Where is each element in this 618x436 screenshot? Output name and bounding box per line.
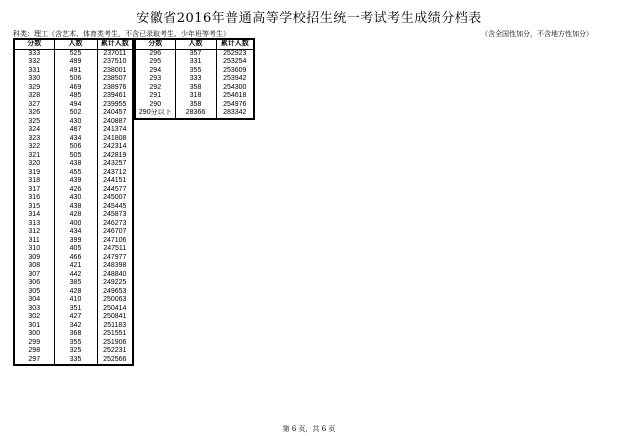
score-cell: 294 (135, 67, 175, 76)
score-cell: 295 (135, 58, 175, 67)
count-cell: 410 (54, 296, 97, 305)
count-cell: 499 (54, 58, 97, 67)
table-row (14, 211, 133, 220)
count-cell: 442 (54, 271, 97, 280)
count-cell: 342 (54, 322, 97, 331)
count-cell: 469 (54, 84, 97, 93)
cumulative-cell: 249653 (97, 288, 133, 297)
table-row (14, 220, 133, 229)
table-row (14, 160, 133, 169)
table-row (14, 347, 133, 356)
table-row (14, 152, 133, 161)
count-cell: 506 (54, 75, 97, 84)
table-row (14, 143, 133, 152)
count-cell: 434 (54, 135, 97, 144)
score-cell: 323 (14, 135, 54, 144)
score-cell: 324 (14, 126, 54, 135)
count-cell: 487 (54, 126, 97, 135)
count-cell: 430 (54, 194, 97, 203)
score-cell: 333 (14, 49, 54, 58)
cumulative-cell: 239955 (97, 101, 133, 110)
column-header: 分数 (135, 39, 175, 49)
table-row (14, 177, 133, 186)
table-row (14, 101, 133, 110)
count-cell: 506 (54, 143, 97, 152)
table-row (14, 313, 133, 322)
column-header: 人数 (175, 39, 216, 49)
table-row (14, 186, 133, 195)
subject-label: 科类：理工（含艺术、体育类考生，不含已录取考生、少年班等考生） (13, 30, 230, 38)
score-cell: 290分以下 (135, 109, 175, 119)
score-cell: 300 (14, 330, 54, 339)
cumulative-cell: 244577 (97, 186, 133, 195)
score-cell: 327 (14, 101, 54, 110)
table-row (135, 75, 254, 84)
cumulative-cell: 249225 (97, 279, 133, 288)
count-cell: 333 (175, 75, 216, 84)
page-footer: 第 6 页，共 6 页 (282, 425, 336, 433)
count-cell: 438 (54, 203, 97, 212)
bonus-note: （含全国性加分，不含地方性加分） (481, 30, 593, 38)
score-cell: 306 (14, 279, 54, 288)
table-row (135, 109, 254, 119)
count-cell: 439 (54, 177, 97, 186)
cumulative-cell: 240457 (97, 109, 133, 118)
score-cell: 310 (14, 245, 54, 254)
score-cell: 307 (14, 271, 54, 280)
score-cell: 303 (14, 305, 54, 314)
cumulative-cell: 238001 (97, 67, 133, 76)
table-row (14, 228, 133, 237)
count-cell: 427 (54, 313, 97, 322)
score-cell: 312 (14, 228, 54, 237)
count-cell: 28366 (175, 109, 216, 119)
table-row (14, 203, 133, 212)
table-row (135, 58, 254, 67)
cumulative-cell: 252231 (97, 347, 133, 356)
score-cell: 316 (14, 194, 54, 203)
count-cell: 357 (175, 49, 216, 58)
cumulative-cell: 251906 (97, 339, 133, 348)
cumulative-cell: 252566 (97, 356, 133, 366)
cumulative-cell: 238976 (97, 84, 133, 93)
score-cell: 318 (14, 177, 54, 186)
cumulative-cell: 242819 (97, 152, 133, 161)
count-cell: 491 (54, 67, 97, 76)
score-cell: 331 (14, 67, 54, 76)
table-row (14, 237, 133, 246)
cumulative-cell: 283342 (216, 109, 254, 119)
count-cell: 421 (54, 262, 97, 271)
score-cell: 313 (14, 220, 54, 229)
table-row (14, 169, 133, 178)
count-cell: 400 (54, 220, 97, 229)
table-row (14, 67, 133, 76)
cumulative-cell: 239461 (97, 92, 133, 101)
score-cell: 296 (135, 49, 175, 58)
count-cell: 405 (54, 245, 97, 254)
header-row (14, 39, 133, 49)
cumulative-cell: 245445 (97, 203, 133, 212)
count-cell: 466 (54, 254, 97, 263)
cumulative-cell: 241374 (97, 126, 133, 135)
score-cell: 308 (14, 262, 54, 271)
count-cell: 430 (54, 118, 97, 127)
count-cell: 502 (54, 109, 97, 118)
cumulative-cell: 246707 (97, 228, 133, 237)
score-cell: 332 (14, 58, 54, 67)
score-cell: 298 (14, 347, 54, 356)
table-row (14, 330, 133, 339)
cumulative-cell: 242314 (97, 143, 133, 152)
count-cell: 494 (54, 101, 97, 110)
score-cell: 330 (14, 75, 54, 84)
table-row (14, 49, 133, 58)
cumulative-cell: 248840 (97, 271, 133, 280)
score-cell: 319 (14, 169, 54, 178)
cumulative-cell: 247106 (97, 237, 133, 246)
score-cell: 328 (14, 92, 54, 101)
cumulative-cell: 254618 (216, 92, 254, 101)
count-cell: 368 (54, 330, 97, 339)
cumulative-cell: 250414 (97, 305, 133, 314)
score-cell: 315 (14, 203, 54, 212)
table-row (14, 322, 133, 331)
cumulative-cell: 245007 (97, 194, 133, 203)
score-cell: 325 (14, 118, 54, 127)
cumulative-cell: 247977 (97, 254, 133, 263)
cumulative-cell: 253942 (216, 75, 254, 84)
score-cell: 291 (135, 92, 175, 101)
cumulative-cell: 246273 (97, 220, 133, 229)
cumulative-cell: 254976 (216, 101, 254, 110)
count-cell: 426 (54, 186, 97, 195)
table-row (14, 356, 133, 366)
count-cell: 318 (175, 92, 216, 101)
count-cell: 355 (54, 339, 97, 348)
table-row (14, 254, 133, 263)
score-cell: 311 (14, 237, 54, 246)
cumulative-cell: 237011 (97, 49, 133, 58)
table-row (135, 84, 254, 93)
table-row (14, 305, 133, 314)
cumulative-cell: 253609 (216, 67, 254, 76)
cumulative-cell: 244151 (97, 177, 133, 186)
cumulative-cell: 245873 (97, 211, 133, 220)
count-cell: 385 (54, 279, 97, 288)
count-cell: 525 (54, 49, 97, 58)
count-cell: 485 (54, 92, 97, 101)
score-cell: 290 (135, 101, 175, 110)
count-cell: 505 (54, 152, 97, 161)
count-cell: 331 (175, 58, 216, 67)
count-cell: 358 (175, 84, 216, 93)
cumulative-cell: 251551 (97, 330, 133, 339)
cumulative-cell: 237510 (97, 58, 133, 67)
table-row (14, 339, 133, 348)
table-row (14, 135, 133, 144)
table-row (135, 49, 254, 58)
cumulative-cell: 250063 (97, 296, 133, 305)
cumulative-cell: 243712 (97, 169, 133, 178)
table-row (14, 75, 133, 84)
score-cell: 329 (14, 84, 54, 93)
cumulative-cell: 248398 (97, 262, 133, 271)
score-cell: 317 (14, 186, 54, 195)
score-cell: 304 (14, 296, 54, 305)
count-cell: 355 (175, 67, 216, 76)
table-row (14, 271, 133, 280)
score-cell: 326 (14, 109, 54, 118)
table-row (14, 118, 133, 127)
cumulative-cell: 238507 (97, 75, 133, 84)
count-cell: 434 (54, 228, 97, 237)
cumulative-cell: 241808 (97, 135, 133, 144)
count-cell: 399 (54, 237, 97, 246)
score-cell: 292 (135, 84, 175, 93)
column-header: 分数 (14, 39, 54, 49)
count-cell: 428 (54, 211, 97, 220)
count-cell: 358 (175, 101, 216, 110)
count-cell: 325 (54, 347, 97, 356)
table-row (14, 288, 133, 297)
column-header: 累计人数 (97, 39, 133, 49)
score-table-left (13, 38, 134, 366)
table-row (14, 92, 133, 101)
score-cell: 322 (14, 143, 54, 152)
count-cell: 455 (54, 169, 97, 178)
score-cell: 321 (14, 152, 54, 161)
table-row (14, 109, 133, 118)
table-row (14, 126, 133, 135)
score-cell: 302 (14, 313, 54, 322)
table-row (135, 67, 254, 76)
table-row (135, 92, 254, 101)
header-row (135, 39, 254, 49)
cumulative-cell: 251183 (97, 322, 133, 331)
table-row (14, 58, 133, 67)
score-cell: 297 (14, 356, 54, 366)
score-cell: 305 (14, 288, 54, 297)
cumulative-cell: 253254 (216, 58, 254, 67)
cumulative-cell: 240887 (97, 118, 133, 127)
table-row (14, 262, 133, 271)
cumulative-cell: 250841 (97, 313, 133, 322)
count-cell: 428 (54, 288, 97, 297)
score-cell: 293 (135, 75, 175, 84)
count-cell: 351 (54, 305, 97, 314)
score-cell: 299 (14, 339, 54, 348)
score-cell: 320 (14, 160, 54, 169)
cumulative-cell: 247511 (97, 245, 133, 254)
count-cell: 438 (54, 160, 97, 169)
table-row (14, 84, 133, 93)
page-title: 安徽省2016年普通高等学校招生统一考试考生成绩分档表 (136, 11, 482, 26)
table-row (14, 245, 133, 254)
score-table-right (134, 38, 255, 120)
count-cell: 335 (54, 356, 97, 366)
table-row (14, 279, 133, 288)
cumulative-cell: 252923 (216, 49, 254, 58)
column-header: 人数 (54, 39, 97, 49)
column-header: 累计人数 (216, 39, 254, 49)
score-cell: 309 (14, 254, 54, 263)
cumulative-cell: 254300 (216, 84, 254, 93)
cumulative-cell: 243257 (97, 160, 133, 169)
score-cell: 314 (14, 211, 54, 220)
table-row (135, 101, 254, 110)
table-row (14, 194, 133, 203)
table-row (14, 296, 133, 305)
score-cell: 301 (14, 322, 54, 331)
